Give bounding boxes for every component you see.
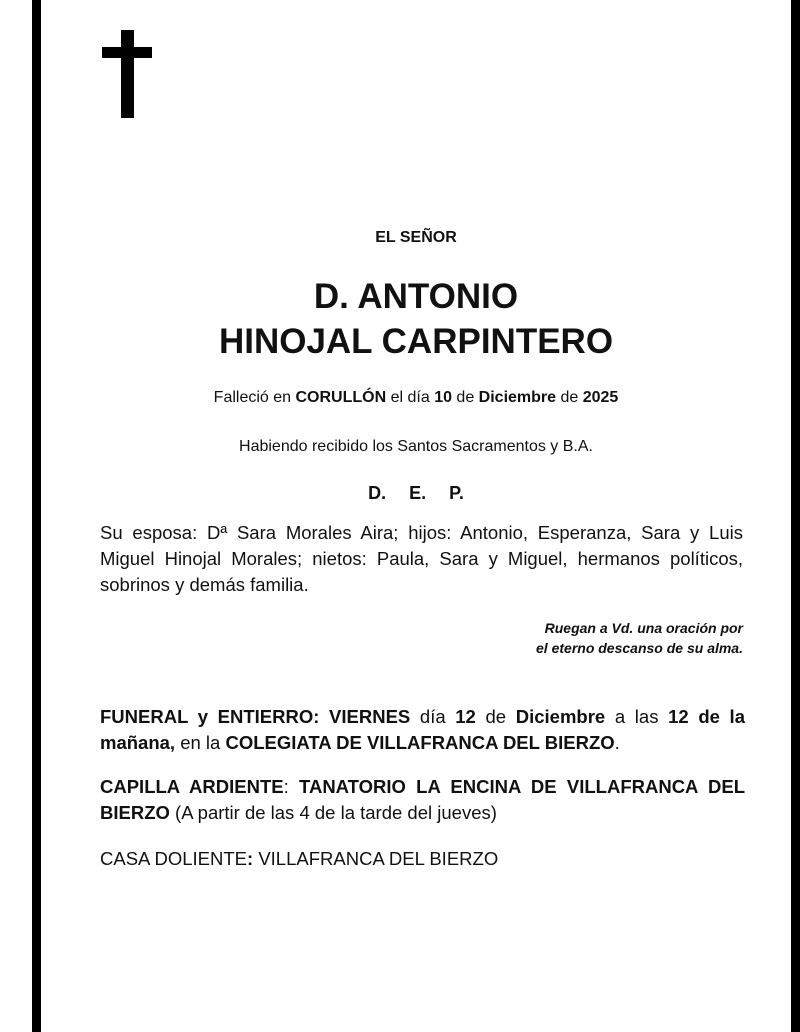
prayer-line-1: Ruegan a Vd. una oración por [544,620,743,636]
death-day: 10 [434,389,452,406]
death-month: Diciembre [478,389,557,406]
prayer [400,618,743,658]
death-place: CORULLÓN [295,389,387,406]
capilla-info: CAPILLA ARDIENTE: TANATORIO LA ENCINA DE VILLAFRANCA DEL BIERZO (A partir de las 4 de la tarde del jueves) [100,776,745,823]
funeral-info: FUNERAL y ENTIERRO: VIERNES día 12 de Diciembre a las 12 de la mañana, en la COLEGIATA DE VILLAFRANCA DEL BIERZO. [100,706,745,753]
right-border [791,0,800,1032]
name-line-2: HINOJAL CARPINTERO [218,322,614,361]
family-text: Su esposa: Dª Sara Morales Aira; hijos: Antonio, Esperanza, Sara y Luis Miguel Hinojal Morales; nietos: Paula, Sara y Miguel, hermanos políticos, sobrinos y demás familia. [100,522,743,595]
dep: D. E. P. [368,483,464,503]
name-line-1: D. ANTONIO [313,277,519,316]
sacraments: Habiendo recibido los Santos Sacramentos y B.A. [239,438,593,455]
casa-info: CASA DOLIENTE: VILLAFRANCA DEL BIERZO [100,848,499,869]
deceased-name [41,274,791,364]
cross-icon [102,30,152,118]
prayer-line-2: el eterno descanso de su alma. [536,640,743,656]
left-border [32,0,41,1032]
heading: EL SEÑOR [375,229,457,246]
death-notice: Falleció en CORULLÓN el día 10 de Diciembre de 2025 [213,389,619,406]
death-year: 2025 [582,389,619,406]
